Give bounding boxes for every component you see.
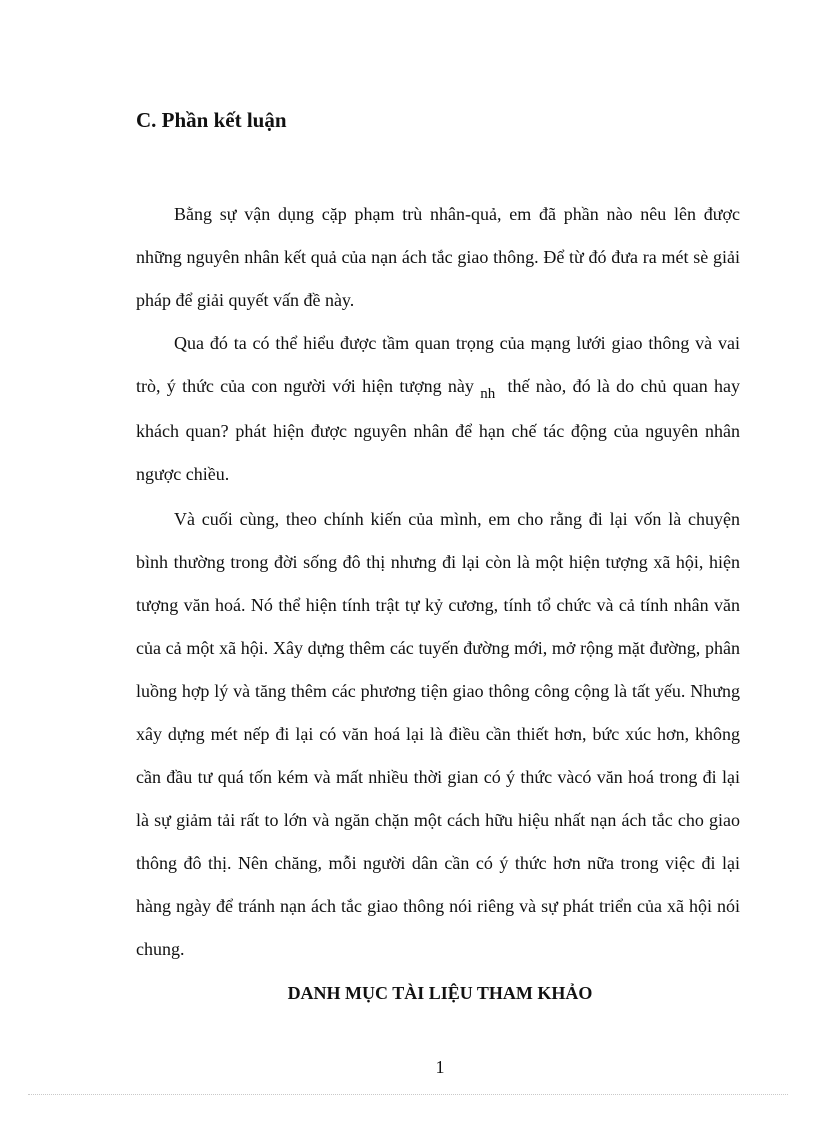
paragraph-2-text-end: thế nào, đó là do chủ quan hay khách quan? phát hiện được nguyên nhân để hạn chế tác động của nguyên nhân ngược chiều. xyxy=(136,376,741,484)
paragraph-2-text-start: Qua đó ta có thể hiểu được tầm quan trọng của mạng lưới giao thông và vai trò, ý thức của con người với hiện tượng này xyxy=(136,333,740,396)
paragraph-conclusion-2 xyxy=(136,322,740,496)
page-break-divider xyxy=(28,1094,788,1095)
page-number: 1 xyxy=(435,1057,445,1077)
paragraph-conclusion-3: Và cuối cùng, theo chính kiến của mình, em cho rằng đi lại vốn là chuyện bình thường trong đời sống đô thị nhưng đi lại còn là một hiện tượng xã hội, hiện tượng văn hoá. Nó thể hiện tính trật tự kỷ cương, tính tổ chức và cả tính nhân văn của cả một xã hội. Xây dựng thêm các tuyến đường mới, mở rộng mặt đường, phân luồng hợp lý và tăng thêm các phương tiện giao thông công cộng là tất yếu. Nhưng xây dựng mét nếp đi lại có văn hoá lại là điều cần thiết hơn, bức xúc hơn, không cần đầu tư quá tốn kém và mất nhiều thời gian có ý thức vàcó văn hoá trong đi lại là sự giảm tải rất to lớn và ngăn chặn một cách hữu hiệu nhất nạn ách tắc cho giao thông đô thị. Nên chăng, mỗi người dân cần có ý thức hơn nữa trong việc đi lại hàng ngày để tránh nạn ách tắc giao thông nói riêng và sự phát triển của xã hội nói chung. xyxy=(136,509,740,959)
stray-subscript-mark: nh xyxy=(480,386,496,402)
paragraph-conclusion-1: Bằng sự vận dụng cặp phạm trù nhân-quả, em đã phần nào nêu lên được những nguyên nhân kết quả của nạn ách tắc giao thông. Để từ đó đưa ra mét sè giải pháp để giải quyết vấn đề này. xyxy=(136,204,740,310)
section-title: C. Phần kết luận xyxy=(136,108,287,132)
references-heading: DANH MỤC TÀI LIỆU THAM KHẢO xyxy=(287,983,593,1003)
